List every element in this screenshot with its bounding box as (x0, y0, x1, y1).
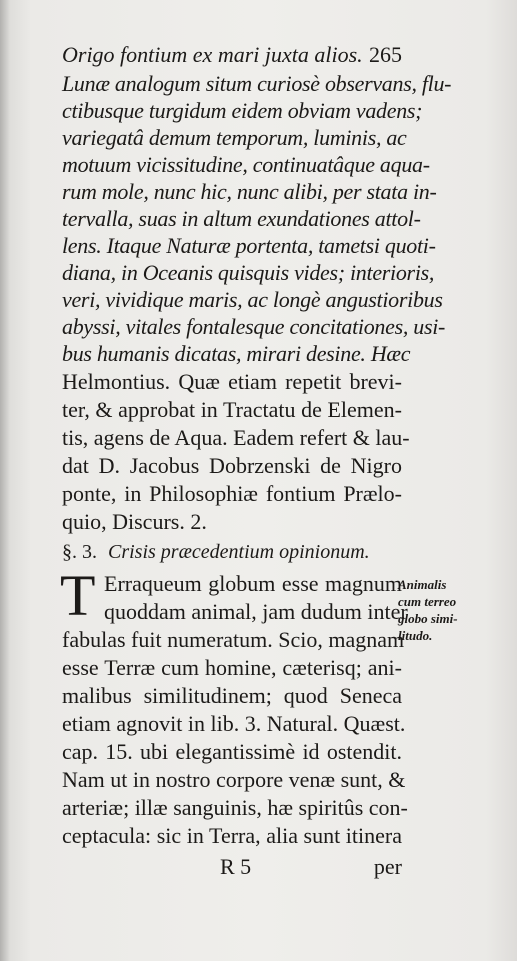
marginal-note-line: globo simi- (398, 611, 458, 626)
text-line: variegatâ demum temporum, luminis, ac (62, 125, 407, 150)
catchword: per (373, 854, 402, 879)
text-line: ter, & approbat in Tractatu de Elemen- (62, 397, 402, 422)
text-line: veri, vividique maris, ac longè angustioribus (62, 287, 443, 312)
marginal-note-line: litudo. (398, 628, 433, 643)
text-line: Nam ut in nostro corpore venæ sunt, & (62, 767, 406, 792)
page-number: 265 (369, 42, 402, 67)
marginal-note-line: cum terreo (398, 594, 457, 609)
text-line: rum mole, nunc hic, nunc alibi, per stata in- (62, 179, 437, 204)
text-line: etiam agnovit in lib. 3. Natural. Quæst. (62, 711, 406, 736)
text-line: ponte, in Philosophiæ fontium Prælo- (62, 481, 402, 506)
text-line: diana, in Oceanis quisquis vides; interioris, (62, 260, 435, 285)
drop-cap: T (60, 563, 96, 628)
marginal-note (398, 576, 510, 656)
text-line: esse Terræ cum homine, cæterisq; ani- (62, 655, 402, 680)
running-title: Origo fontium ex mari juxta alios. (62, 42, 363, 67)
text-line: bus humanis dicatas, mirari desine. Hæc (62, 341, 411, 366)
section-title: Crisis præcedentium opinionum. (108, 541, 370, 563)
marginal-note-line: Animalis (398, 577, 447, 592)
section-heading (62, 538, 402, 566)
text-line: ceptacula: sic in Terra, alia sunt itinera (62, 823, 402, 848)
text-line: quio, Discurs. 2. (62, 509, 207, 534)
text-line: Erraqueum globum esse magnum (104, 571, 402, 596)
text-line: Helmontius. Quæ etiam repetit brevi- (62, 369, 402, 394)
text-line: lens. Itaque Naturæ portenta, tametsi quoti- (62, 233, 436, 258)
text-line: ctibusque turgidum eidem obviam vadens; (62, 98, 423, 123)
section-number: §. 3. (62, 541, 97, 563)
text-line: motuum vicissitudine, continuatâque aqua- (62, 152, 430, 177)
text-line: fabulas fuit numeratum. Scio, magnam (62, 627, 405, 652)
text-line: Lunæ analogum situm curiosè observans, flu- (62, 71, 452, 96)
text-line: abyssi, vitales fontalesque concitationes, usi- (62, 314, 446, 339)
text-line: malibus similitudinem; quod Seneca (62, 683, 402, 708)
text-line: cap. 15. ubi elegantissimè id ostendit. (62, 739, 402, 764)
page-footer (62, 852, 402, 882)
text-line: tervalla, suas in altum exundationes attol- (62, 206, 421, 231)
running-header (62, 40, 402, 70)
text-line: dat D. Jacobus Dobrzenski de Nigro (62, 453, 402, 478)
text-line: quoddam animal, jam dudum inter (104, 599, 408, 624)
text-line: tis, agens de Aqua. Eadem refert & lau- (62, 425, 410, 450)
text-line: arteriæ; illæ sanguinis, hæ spiritûs con- (62, 795, 408, 820)
signature-mark: R 5 (220, 854, 252, 879)
